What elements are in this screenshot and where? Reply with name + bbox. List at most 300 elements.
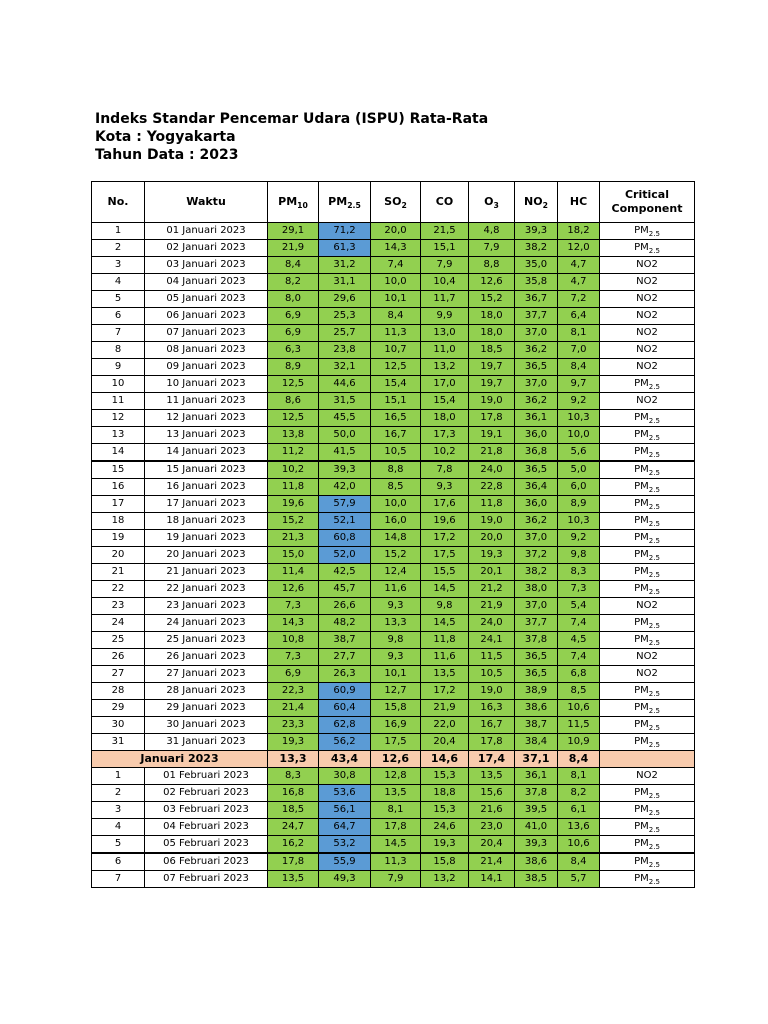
o3-value: 19,7 xyxy=(469,359,515,376)
hc-value: 9,2 xyxy=(558,530,600,547)
pm25-value: 60,9 xyxy=(319,683,371,700)
hc-value: 7,4 xyxy=(558,615,600,632)
hc-value: 8,2 xyxy=(558,785,600,802)
row-date: 01 Februari 2023 xyxy=(145,768,268,785)
row-date: 09 Januari 2023 xyxy=(145,359,268,376)
hc-value: 8,5 xyxy=(558,683,600,700)
hc-value: 6,1 xyxy=(558,802,600,819)
co-value: 14,5 xyxy=(421,581,469,598)
critical-component: $PM_{2.5}$ xyxy=(600,853,695,871)
pm25-value: 31,5 xyxy=(319,393,371,410)
table-row xyxy=(92,564,695,581)
hc-value: 11,5 xyxy=(558,717,600,734)
o3-value: 21,4 xyxy=(469,853,515,871)
no2-value: 36,1 xyxy=(515,410,558,427)
critical-component: $PM_{2.5}$ xyxy=(600,581,695,598)
pm25-value: 60,8 xyxy=(319,530,371,547)
hc-value: 5,0 xyxy=(558,461,600,479)
no2-value: 39,3 xyxy=(515,836,558,854)
so2-value: 7,9 xyxy=(371,871,421,888)
table-row xyxy=(92,291,695,308)
critical-component: $PM_{2.5}$ xyxy=(600,513,695,530)
pm25-value: 44,6 xyxy=(319,376,371,393)
table-row xyxy=(92,410,695,427)
row-number: 26 xyxy=(92,649,145,666)
o3-value: 21,2 xyxy=(469,581,515,598)
row-number: 10 xyxy=(92,376,145,393)
row-number: 29 xyxy=(92,700,145,717)
table-row xyxy=(92,717,695,734)
co-value: 11,6 xyxy=(421,649,469,666)
pm10-value: 13,8 xyxy=(268,427,319,444)
row-date: 10 Januari 2023 xyxy=(145,376,268,393)
table-row xyxy=(92,836,695,854)
hc-value: 5,4 xyxy=(558,598,600,615)
table-row xyxy=(92,802,695,819)
o3-value: 11,8 xyxy=(469,496,515,513)
pm10-value: 8,3 xyxy=(268,768,319,785)
hc-value: 9,8 xyxy=(558,547,600,564)
o3-value: 10,5 xyxy=(469,666,515,683)
no2-value: 35,0 xyxy=(515,257,558,274)
row-date: 03 Februari 2023 xyxy=(145,802,268,819)
header-hc: HC xyxy=(558,182,600,223)
o3-value: 24,0 xyxy=(469,461,515,479)
co-value: 21,5 xyxy=(421,223,469,240)
pm10-value: 24,7 xyxy=(268,819,319,836)
pm25-value: 38,7 xyxy=(319,632,371,649)
critical-component xyxy=(600,751,695,768)
row-date: 14 Januari 2023 xyxy=(145,444,268,462)
critical-component: $PM_{2.5}$ xyxy=(600,564,695,581)
row-date: 16 Januari 2023 xyxy=(145,479,268,496)
pm25-value: 62,8 xyxy=(319,717,371,734)
pm10-value: 8,4 xyxy=(268,257,319,274)
no2-value: 37,8 xyxy=(515,785,558,802)
no2-value: 36,5 xyxy=(515,666,558,683)
table-row xyxy=(92,598,695,615)
o3-value: 15,2 xyxy=(469,291,515,308)
table-row xyxy=(92,785,695,802)
header-no: No. xyxy=(92,182,145,223)
pm10-value: 11,8 xyxy=(268,479,319,496)
pm10-value: 15,0 xyxy=(268,547,319,564)
o3-value: 24,1 xyxy=(469,632,515,649)
pm10-value: 8,6 xyxy=(268,393,319,410)
o3-value: 22,8 xyxy=(469,479,515,496)
critical-component: $PM_{2.5}$ xyxy=(600,427,695,444)
pm10-value: 8,2 xyxy=(268,274,319,291)
row-number: 17 xyxy=(92,496,145,513)
no2-value: 35,8 xyxy=(515,274,558,291)
pm25-value: 29,6 xyxy=(319,291,371,308)
critical-component: $PM_{2.5}$ xyxy=(600,530,695,547)
no2-value: 36,5 xyxy=(515,359,558,376)
row-number: 12 xyxy=(92,410,145,427)
table-row xyxy=(92,444,695,462)
no2-value: 37,0 xyxy=(515,325,558,342)
row-date: 04 Februari 2023 xyxy=(145,819,268,836)
co-value: 14,6 xyxy=(421,751,469,768)
critical-component: $PM_{2.5}$ xyxy=(600,615,695,632)
hc-value: 4,7 xyxy=(558,274,600,291)
no2-value: 37,0 xyxy=(515,598,558,615)
o3-value: 18,0 xyxy=(469,325,515,342)
row-date: 27 Januari 2023 xyxy=(145,666,268,683)
co-value: 10,2 xyxy=(421,444,469,462)
pm25-value: 25,7 xyxy=(319,325,371,342)
header-so2: $SO_2$ xyxy=(371,182,421,223)
so2-value: 14,8 xyxy=(371,530,421,547)
no2-value: 36,0 xyxy=(515,496,558,513)
so2-value: 16,7 xyxy=(371,427,421,444)
pm10-value: 16,8 xyxy=(268,785,319,802)
pm10-value: 12,5 xyxy=(268,410,319,427)
pm10-value: 8,0 xyxy=(268,291,319,308)
so2-value: 10,0 xyxy=(371,274,421,291)
pm10-value: 6,9 xyxy=(268,666,319,683)
o3-value: 8,8 xyxy=(469,257,515,274)
o3-value: 23,0 xyxy=(469,819,515,836)
row-date: 06 Januari 2023 xyxy=(145,308,268,325)
critical-component: $PM_{2.5}$ xyxy=(600,836,695,854)
row-number: 16 xyxy=(92,479,145,496)
co-value: 17,2 xyxy=(421,530,469,547)
row-number: 3 xyxy=(92,257,145,274)
no2-value: 36,2 xyxy=(515,393,558,410)
report-title-block xyxy=(95,110,488,164)
so2-value: 12,5 xyxy=(371,359,421,376)
no2-value: 38,0 xyxy=(515,581,558,598)
o3-value: 11,5 xyxy=(469,649,515,666)
row-date: 22 Januari 2023 xyxy=(145,581,268,598)
so2-value: 10,1 xyxy=(371,291,421,308)
o3-value: 17,4 xyxy=(469,751,515,768)
critical-component: NO2 xyxy=(600,393,695,410)
row-date: 24 Januari 2023 xyxy=(145,615,268,632)
row-date: 11 Januari 2023 xyxy=(145,393,268,410)
table-row xyxy=(92,768,695,785)
o3-value: 14,1 xyxy=(469,871,515,888)
critical-component: NO2 xyxy=(600,325,695,342)
pm25-value: 41,5 xyxy=(319,444,371,462)
co-value: 11,8 xyxy=(421,632,469,649)
table-row xyxy=(92,632,695,649)
so2-value: 17,5 xyxy=(371,734,421,751)
row-number: 23 xyxy=(92,598,145,615)
o3-value: 16,3 xyxy=(469,700,515,717)
critical-component: $PM_{2.5}$ xyxy=(600,717,695,734)
table-row xyxy=(92,513,695,530)
pm25-value: 56,1 xyxy=(319,802,371,819)
so2-value: 9,3 xyxy=(371,598,421,615)
pm25-value: 45,5 xyxy=(319,410,371,427)
no2-value: 36,8 xyxy=(515,444,558,462)
co-value: 19,3 xyxy=(421,836,469,854)
co-value: 17,3 xyxy=(421,427,469,444)
pm10-value: 19,6 xyxy=(268,496,319,513)
table-row xyxy=(92,240,695,257)
table-row xyxy=(92,342,695,359)
hc-value: 4,5 xyxy=(558,632,600,649)
hc-value: 5,7 xyxy=(558,871,600,888)
hc-value: 10,6 xyxy=(558,836,600,854)
table-row xyxy=(92,479,695,496)
so2-value: 8,5 xyxy=(371,479,421,496)
co-value: 9,8 xyxy=(421,598,469,615)
o3-value: 4,8 xyxy=(469,223,515,240)
hc-value: 8,9 xyxy=(558,496,600,513)
row-number: 6 xyxy=(92,308,145,325)
table-row xyxy=(92,871,695,888)
pm25-value: 26,3 xyxy=(319,666,371,683)
co-value: 9,3 xyxy=(421,479,469,496)
pm10-value: 6,9 xyxy=(268,308,319,325)
row-date: 05 Januari 2023 xyxy=(145,291,268,308)
critical-component: NO2 xyxy=(600,342,695,359)
o3-value: 13,5 xyxy=(469,768,515,785)
so2-value: 15,2 xyxy=(371,547,421,564)
so2-value: 9,3 xyxy=(371,649,421,666)
row-number: 2 xyxy=(92,240,145,257)
row-date: 17 Januari 2023 xyxy=(145,496,268,513)
so2-value: 12,4 xyxy=(371,564,421,581)
so2-value: 8,1 xyxy=(371,802,421,819)
table-row xyxy=(92,666,695,683)
o3-value: 17,8 xyxy=(469,734,515,751)
row-number: 30 xyxy=(92,717,145,734)
o3-value: 18,0 xyxy=(469,308,515,325)
no2-value: 36,2 xyxy=(515,513,558,530)
co-value: 9,9 xyxy=(421,308,469,325)
co-value: 20,4 xyxy=(421,734,469,751)
co-value: 18,8 xyxy=(421,785,469,802)
pm25-value: 42,0 xyxy=(319,479,371,496)
pm25-value: 45,7 xyxy=(319,581,371,598)
so2-value: 8,4 xyxy=(371,308,421,325)
row-date: 25 Januari 2023 xyxy=(145,632,268,649)
hc-value: 7,4 xyxy=(558,649,600,666)
pm10-value: 14,3 xyxy=(268,615,319,632)
co-value: 24,6 xyxy=(421,819,469,836)
o3-value: 15,6 xyxy=(469,785,515,802)
critical-component: $PM_{2.5}$ xyxy=(600,734,695,751)
header-critical-component: Critical Component xyxy=(600,182,695,223)
row-number: 8 xyxy=(92,342,145,359)
co-value: 15,3 xyxy=(421,768,469,785)
co-value: 11,0 xyxy=(421,342,469,359)
co-value: 7,9 xyxy=(421,257,469,274)
co-value: 10,4 xyxy=(421,274,469,291)
row-number: 5 xyxy=(92,836,145,854)
critical-component: $PM_{2.5}$ xyxy=(600,444,695,462)
table-row xyxy=(92,257,695,274)
hc-value: 8,4 xyxy=(558,359,600,376)
pm10-value: 12,6 xyxy=(268,581,319,598)
hc-value: 10,6 xyxy=(558,700,600,717)
so2-value: 10,5 xyxy=(371,444,421,462)
row-date: 07 Februari 2023 xyxy=(145,871,268,888)
so2-value: 8,8 xyxy=(371,461,421,479)
row-date: 13 Januari 2023 xyxy=(145,427,268,444)
pm25-value: 50,0 xyxy=(319,427,371,444)
row-number: 28 xyxy=(92,683,145,700)
critical-component: $PM_{2.5}$ xyxy=(600,547,695,564)
critical-component: NO2 xyxy=(600,274,695,291)
table-row xyxy=(92,376,695,393)
row-date: 05 Februari 2023 xyxy=(145,836,268,854)
co-value: 19,6 xyxy=(421,513,469,530)
row-date: 26 Januari 2023 xyxy=(145,649,268,666)
critical-component: $PM_{2.5}$ xyxy=(600,410,695,427)
pm25-value: 56,2 xyxy=(319,734,371,751)
row-number: 5 xyxy=(92,291,145,308)
o3-value: 19,1 xyxy=(469,427,515,444)
pm25-value: 26,6 xyxy=(319,598,371,615)
no2-value: 37,0 xyxy=(515,530,558,547)
pm10-value: 8,9 xyxy=(268,359,319,376)
pm25-value: 27,7 xyxy=(319,649,371,666)
hc-value: 6,4 xyxy=(558,308,600,325)
report-year: Tahun Data : 2023 xyxy=(95,147,239,163)
so2-value: 14,3 xyxy=(371,240,421,257)
row-date: 30 Januari 2023 xyxy=(145,717,268,734)
pm10-value: 21,3 xyxy=(268,530,319,547)
no2-value: 36,5 xyxy=(515,461,558,479)
row-date: 29 Januari 2023 xyxy=(145,700,268,717)
row-date: 02 Februari 2023 xyxy=(145,785,268,802)
co-value: 17,5 xyxy=(421,547,469,564)
so2-value: 14,5 xyxy=(371,836,421,854)
row-date: 02 Januari 2023 xyxy=(145,240,268,257)
co-value: 14,5 xyxy=(421,615,469,632)
no2-value: 41,0 xyxy=(515,819,558,836)
no2-value: 39,5 xyxy=(515,802,558,819)
table-row xyxy=(92,325,695,342)
row-number: 11 xyxy=(92,393,145,410)
hc-value: 9,2 xyxy=(558,393,600,410)
pm10-value: 12,5 xyxy=(268,376,319,393)
hc-value: 7,0 xyxy=(558,342,600,359)
pm25-value: 53,2 xyxy=(319,836,371,854)
o3-value: 21,6 xyxy=(469,802,515,819)
table-row xyxy=(92,530,695,547)
critical-component: NO2 xyxy=(600,308,695,325)
pm10-value: 10,8 xyxy=(268,632,319,649)
no2-value: 39,3 xyxy=(515,223,558,240)
hc-value: 7,3 xyxy=(558,581,600,598)
critical-component: $PM_{2.5}$ xyxy=(600,461,695,479)
hc-value: 13,6 xyxy=(558,819,600,836)
table-row xyxy=(92,547,695,564)
pm25-value: 32,1 xyxy=(319,359,371,376)
pm10-value: 19,3 xyxy=(268,734,319,751)
report-title: Indeks Standar Pencemar Udara (ISPU) Rata-Rata xyxy=(95,111,489,127)
co-value: 7,8 xyxy=(421,461,469,479)
no2-value: 37,1 xyxy=(515,751,558,768)
so2-value: 9,8 xyxy=(371,632,421,649)
pm10-value: 13,3 xyxy=(268,751,319,768)
pm25-value: 43,4 xyxy=(319,751,371,768)
critical-component: $PM_{2.5}$ xyxy=(600,376,695,393)
row-number: 13 xyxy=(92,427,145,444)
pm10-value: 7,3 xyxy=(268,598,319,615)
table-body xyxy=(92,223,695,888)
row-number: 1 xyxy=(92,768,145,785)
critical-component: $PM_{2.5}$ xyxy=(600,871,695,888)
pm25-value: 52,1 xyxy=(319,513,371,530)
row-number: 25 xyxy=(92,632,145,649)
row-number: 21 xyxy=(92,564,145,581)
pm10-value: 22,3 xyxy=(268,683,319,700)
no2-value: 38,4 xyxy=(515,734,558,751)
critical-component: NO2 xyxy=(600,257,695,274)
pm25-value: 53,6 xyxy=(319,785,371,802)
row-number: 9 xyxy=(92,359,145,376)
pm25-value: 49,3 xyxy=(319,871,371,888)
row-date: 15 Januari 2023 xyxy=(145,461,268,479)
hc-value: 8,1 xyxy=(558,768,600,785)
pm25-value: 55,9 xyxy=(319,853,371,871)
co-value: 15,8 xyxy=(421,853,469,871)
o3-value: 18,5 xyxy=(469,342,515,359)
co-value: 13,0 xyxy=(421,325,469,342)
hc-value: 8,3 xyxy=(558,564,600,581)
so2-value: 15,1 xyxy=(371,393,421,410)
critical-component: NO2 xyxy=(600,649,695,666)
so2-value: 11,6 xyxy=(371,581,421,598)
row-number: 14 xyxy=(92,444,145,462)
co-value: 13,5 xyxy=(421,666,469,683)
co-value: 17,2 xyxy=(421,683,469,700)
no2-value: 36,4 xyxy=(515,479,558,496)
row-number: 19 xyxy=(92,530,145,547)
row-number: 1 xyxy=(92,223,145,240)
hc-value: 12,0 xyxy=(558,240,600,257)
o3-value: 20,4 xyxy=(469,836,515,854)
header-pm25: $PM_{2.5}$ xyxy=(319,182,371,223)
table-row xyxy=(92,223,695,240)
critical-component: $PM_{2.5}$ xyxy=(600,683,695,700)
o3-value: 20,0 xyxy=(469,530,515,547)
pm10-value: 29,1 xyxy=(268,223,319,240)
pm10-value: 21,9 xyxy=(268,240,319,257)
no2-value: 36,0 xyxy=(515,427,558,444)
no2-value: 37,7 xyxy=(515,615,558,632)
critical-component: NO2 xyxy=(600,768,695,785)
no2-value: 37,0 xyxy=(515,376,558,393)
co-value: 15,5 xyxy=(421,564,469,581)
critical-component: $PM_{2.5}$ xyxy=(600,496,695,513)
table-row xyxy=(92,615,695,632)
row-date: 03 Januari 2023 xyxy=(145,257,268,274)
row-number: 7 xyxy=(92,871,145,888)
table-row xyxy=(92,427,695,444)
row-number: 22 xyxy=(92,581,145,598)
so2-value: 16,9 xyxy=(371,717,421,734)
pm25-value: 31,2 xyxy=(319,257,371,274)
table-row xyxy=(92,496,695,513)
row-number: 4 xyxy=(92,819,145,836)
pm25-value: 31,1 xyxy=(319,274,371,291)
so2-value: 10,1 xyxy=(371,666,421,683)
o3-value: 21,9 xyxy=(469,598,515,615)
no2-value: 36,1 xyxy=(515,768,558,785)
table-row xyxy=(92,581,695,598)
hc-value: 4,7 xyxy=(558,257,600,274)
pm25-value: 61,3 xyxy=(319,240,371,257)
no2-value: 38,5 xyxy=(515,871,558,888)
